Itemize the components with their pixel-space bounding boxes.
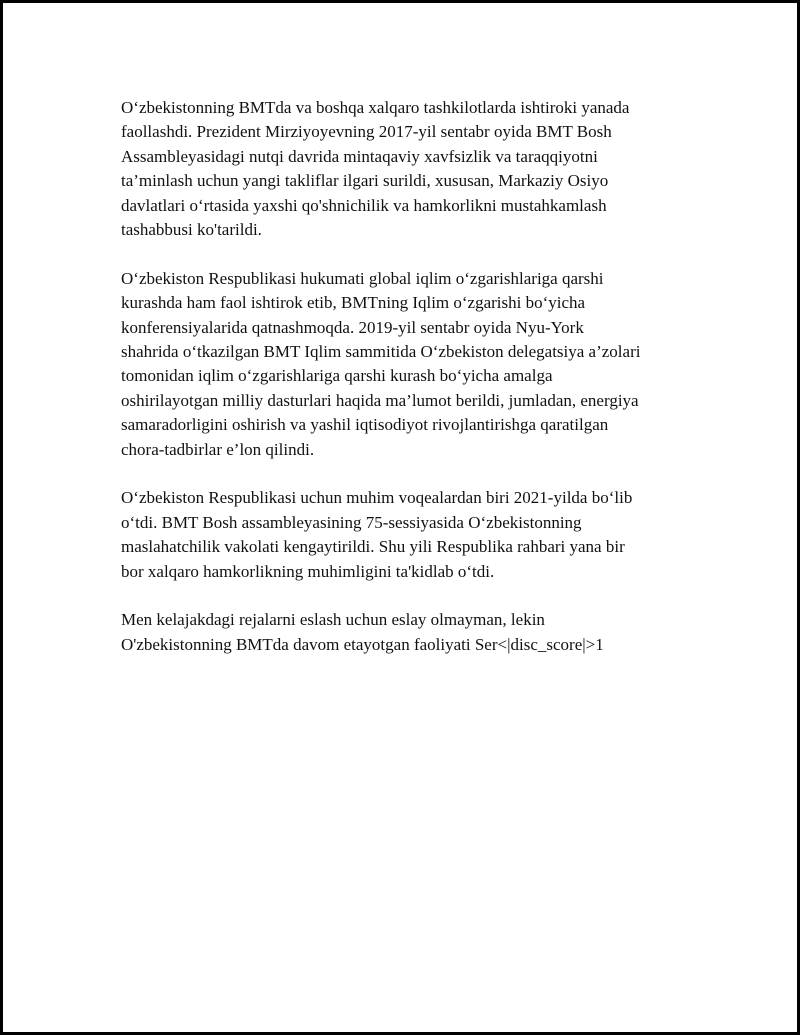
document-body [121,96,691,682]
paragraph-1: O‘zbekistonning BMTda va boshqa xalqaro tashkilotlarda ishtiroki yanada faollashdi. Prezident Mirziyoyevning 2017-yil sentabr oyida BMT Bosh Assambleyasidagi nutqi davrida mintaqaviy xavfsizlik va taraqqiyotni ta’minlash uchun yangi takliflar ilgari surildi, xususan, Markaziy Osiyo davlatlari o‘rtasida yaxshi qo'shnichilik va hamkorlikni mustahkamlash tashabbusi ko'tarildi. [121,98,630,240]
paragraph-4: Men kelajakdagi rejalarni eslash uchun eslay olmayman, lekin O'zbekistonning BMTda davom etayotgan faoliyati Ser<|disc_score|>1 [121,610,604,654]
paragraph-2: O‘zbekiston Respublikasi hukumati global iqlim o‘zgarishlariga qarshi kurashda ham faol ishtirok etib, BMTning Iqlim o‘zgarishi bo‘yicha konferensiyalarida qatnashmoqda. 2019-yil sentabr oyida Nyu-York shahrida o‘tkazilgan BMT Iqlim sammitida O‘zbekiston delegatsiya a’zolari tomonidan iqlim o‘zgarishlariga qarshi kurash bo‘yicha amalga oshirilayotgan milliy dasturlari haqida ma’lumot berildi, jumladan, energiya samaradorligini oshirish va yashil iqtisodiyot rivojlantirishga qaratilgan chora-tadbirlar e’lon qilindi. [121,268,641,459]
paragraph-3: O‘zbekiston Respublikasi uchun muhim voqealardan biri 2021-yilda bo‘lib o‘tdi. BMT Bosh assambleyasining 75-sessiyasida O‘zbekistonning maslahatchilik vakolati kengaytirildi. Shu yili Respublika rahbari yana bir bor xalqaro hamkorlikning muhimligini ta'kidlab o‘tdi. [121,488,633,581]
